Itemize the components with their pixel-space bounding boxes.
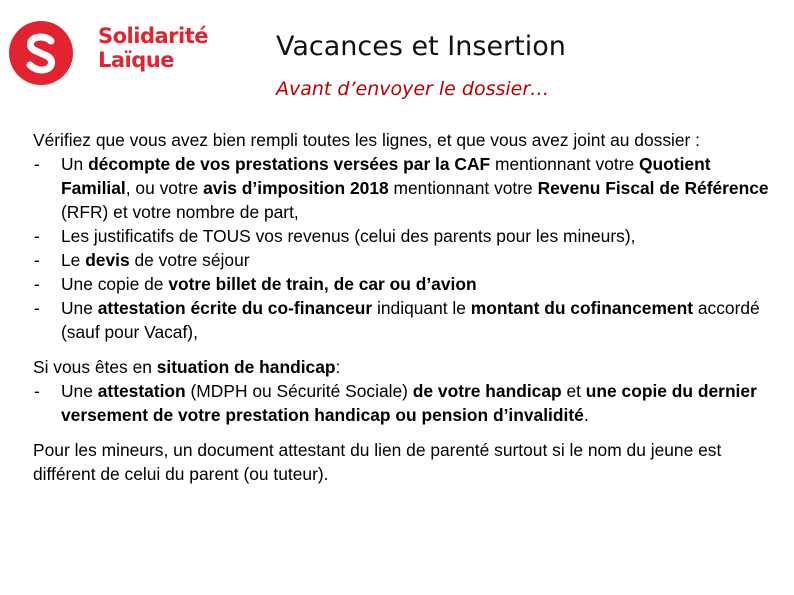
text-run: mentionnant votre <box>388 178 538 198</box>
solidarite-laique-logo <box>2 20 208 86</box>
text-run: et <box>561 381 586 401</box>
text-run: (MDPH ou Sécurité Sociale) <box>185 381 413 401</box>
page-subtitle: Avant d’envoyer le dossier… <box>276 78 550 100</box>
list-dash: - <box>34 274 40 294</box>
text-run: : <box>335 357 341 377</box>
logo-text <box>98 24 208 72</box>
main-content <box>33 128 773 486</box>
logo-s-icon <box>2 20 80 86</box>
list-dash: - <box>34 381 40 401</box>
text-run: (RFR) et votre nombre de part, <box>61 202 299 222</box>
bold-text: Revenu Fiscal de Référence <box>537 178 769 198</box>
bold-text: décompte de vos prestations versées par la CAF <box>88 154 491 174</box>
page-title: Vacances et Insertion <box>276 31 566 62</box>
text-run: de votre séjour <box>129 250 250 270</box>
text-run: accordé (sauf pour Vacaf), <box>61 298 760 342</box>
bold-text: Quotient Familial <box>61 154 711 198</box>
list-item <box>33 379 773 427</box>
bold-text: attestation <box>97 381 186 401</box>
list-dash: - <box>34 154 40 174</box>
bold-text: montant du cofinancement <box>470 298 694 318</box>
text-run: Un <box>61 154 89 174</box>
text-run: Une copie de <box>61 274 169 294</box>
text-run: indiquant le <box>372 298 471 318</box>
minors-note: Pour les mineurs, un document attestant du lien de parenté surtout si le nom du jeune est différent de celui du parent (ou tuteur). <box>33 440 722 484</box>
list-dash: - <box>34 298 40 318</box>
list-dash: - <box>34 250 40 270</box>
bold-text: devis <box>85 250 130 270</box>
text-run: Une <box>61 298 98 318</box>
list-item <box>33 224 773 248</box>
text-run: . <box>583 405 589 425</box>
list-item <box>33 296 773 344</box>
list-item <box>33 248 773 272</box>
text-run: Le <box>61 250 86 270</box>
checklist-intro: Vérifiez que vous avez bien rempli toutes les lignes, et que vous avez joint au dossier : <box>33 130 701 150</box>
bold-text: une copie du dernier versement de votre prestation handicap ou pension d’invalidité <box>61 381 757 425</box>
list-item <box>33 272 773 296</box>
logo-line-1: Solidarité <box>98 24 208 48</box>
handicap-intro <box>33 355 773 379</box>
text-run: Une <box>61 381 98 401</box>
text-run: Les justificatifs de TOUS vos revenus (celui des parents pour les mineurs), <box>61 226 636 246</box>
bold-text: situation de handicap <box>156 357 336 377</box>
text-run: Si vous êtes en <box>33 357 157 377</box>
list-dash: - <box>34 226 40 246</box>
bold-text: de votre handicap <box>412 381 562 401</box>
bold-text: attestation écrite du co-financeur <box>97 298 373 318</box>
list-item <box>33 152 773 224</box>
bold-text: avis d’imposition 2018 <box>203 178 389 198</box>
bold-text: votre billet de train, de car ou d’avion <box>168 274 477 294</box>
logo-line-2: Laïque <box>98 48 174 72</box>
text-run: mentionnant votre <box>490 154 640 174</box>
text-run: , ou votre <box>125 178 204 198</box>
